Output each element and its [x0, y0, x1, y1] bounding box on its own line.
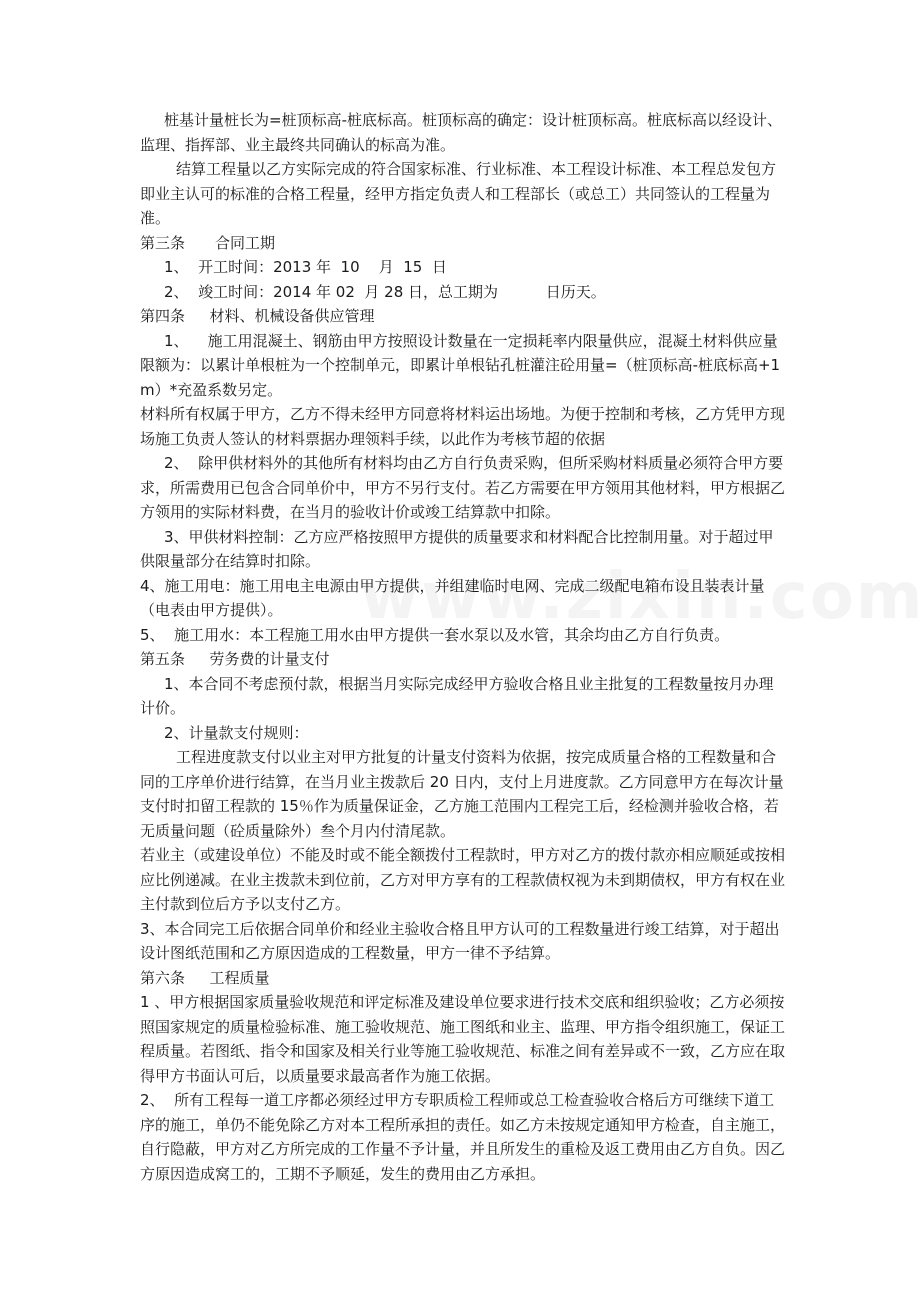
materials-item-3: 3、甲供材料控制：乙方应严格按照甲方提供的质量要求和材料配合比控制用量。对于超过甲供限量部分在结算时扣除。	[140, 527, 774, 570]
completion-date: 2、 竣工时间：2014 年 02 月 28 日，总工期为 日历天。	[164, 282, 606, 301]
payment-item-1: 1、本合同不考虑预付款，根据当月实际完成经甲方验收合格且业主批复的工程数量按月办理计价。	[140, 674, 774, 717]
article-5-heading: 第五条 劳务费的计量支付	[140, 650, 330, 668]
materials-item-2: 2、 除甲供材料外的其他所有材料均由乙方自行负责采购，但所采购材料质量必须符合甲方要求，所需费用已包含合同单价中，甲方不另行支付。若乙方需要在甲方领用其他材料，甲方根据乙方领用的实际材料费，在当月的验收计价或竣工结算款中扣除。	[140, 454, 786, 521]
payment-item-2: 2、计量款支付规则：	[164, 723, 309, 742]
quality-item-1: 1 、甲方根据国家质量验收规范和评定标准及建设单位要求进行技术交底和组织验收；乙方必须按照国家规定的质量检验标准、施工验收规范、施工图纸和业主、监理、甲方指令组织施工，保证工程质量。若图纸、指令和国家及相关行业等施工验收规范、标准之间有差异或不一致，乙方应在取得甲方书面认可后，以质量要求最高者作为施工依据。	[140, 993, 786, 1085]
paragraph-settlement-quantity: 结算工程量以乙方实际完成的符合国家标准、行业标准、本工程设计标准、本工程总发包方即业主认可的标准的合格工程量，经甲方指定负责人和工程部长（或总工）共同签认的工程量为准。	[140, 160, 777, 227]
start-date: 1、 开工时间：2013 年 10 月 15 日	[164, 258, 447, 276]
materials-item-1: 1、 施工用混凝土、钢筋由甲方按照设计数量在一定损耗率内限量供应，混凝土材料供应量限额为：以累计单根桩为一个控制单元，即累计单根钻孔桩灌注砼用量=（桩顶标高-桩底标高+1m）*充盈系数另定。	[140, 331, 781, 399]
paragraph-pile-length: 桩基计量桩长为=桩顶标高-桩底标高。桩顶标高的确定：设计桩顶标高。桩底标高以经设计、监理、指挥部、业主最终共同确认的标高为准。	[140, 111, 782, 154]
article-3-heading: 第三条 合同工期	[140, 233, 276, 252]
payment-owner-delay: 若业主（或建设单位）不能及时或不能全额拨付工程款时，甲方对乙方的拨付款亦相应顺延或按相应比例递减。在业主拨款未到位前，乙方对甲方享有的工程款债权视为未到期债权，甲方有权在业主付款到位后方予以支付乙方。	[140, 846, 786, 913]
article-6-heading: 第六条 工程质量	[140, 968, 270, 987]
document-body	[140, 108, 786, 1186]
materials-item-5-water: 5、 施工用水：本工程施工用水由甲方提供一套水泵以及水管，其余均由乙方自行负责。	[140, 625, 730, 644]
quality-item-2: 2、 所有工程每一道工序都必须经过甲方专职质检工程师或总工检查验收合格后方可继续下道工序的施工，单仍不能免除乙方对本工程所承担的责任。如乙方未按规定通知甲方检查，自主施工，自行隐蔽，甲方对乙方所完成的工作量不予计量，并且所发生的重检及返工费用由乙方自负。因乙方原因造成窝工的，工期不予顺延，发生的费用由乙方承担。	[140, 1091, 786, 1183]
article-4-heading: 第四条 材料、机械设备供应管理	[140, 307, 375, 325]
payment-item-3: 3、本合同完工后依据合同单价和经业主验收合格且甲方认可的工程数量进行竣工结算，对于超出设计图纸范围和乙方原因造成的工程数量，甲方一律不予结算。	[140, 919, 780, 962]
payment-progress-rules: 工程进度款支付以业主对甲方批复的计量支付资料为依据，按完成质量合格的工程数量和合同的工序单价进行结算，在当月业主拨款后 20 日内，支付上月进度款。乙方同意甲方在每次计量支付时扣留工程款的 15％作为质量保证金，乙方施工范围内工程完工后，经检测并验收合格，若无质量问题（砼质量除外）叁个月内付清尾款。	[140, 748, 784, 840]
materials-item-4-power: 4、施工用电：施工用电主电源由甲方提供，并组建临时电网、完成二级配电箱布设且装表计量（电表由甲方提供）。	[140, 576, 765, 619]
materials-ownership: 材料所有权属于甲方，乙方不得未经甲方同意将材料运出场地。为便于控制和考核，乙方凭甲方现场施工负责人签认的材料票据办理领料手续，以此作为考核节超的依据	[140, 405, 786, 448]
